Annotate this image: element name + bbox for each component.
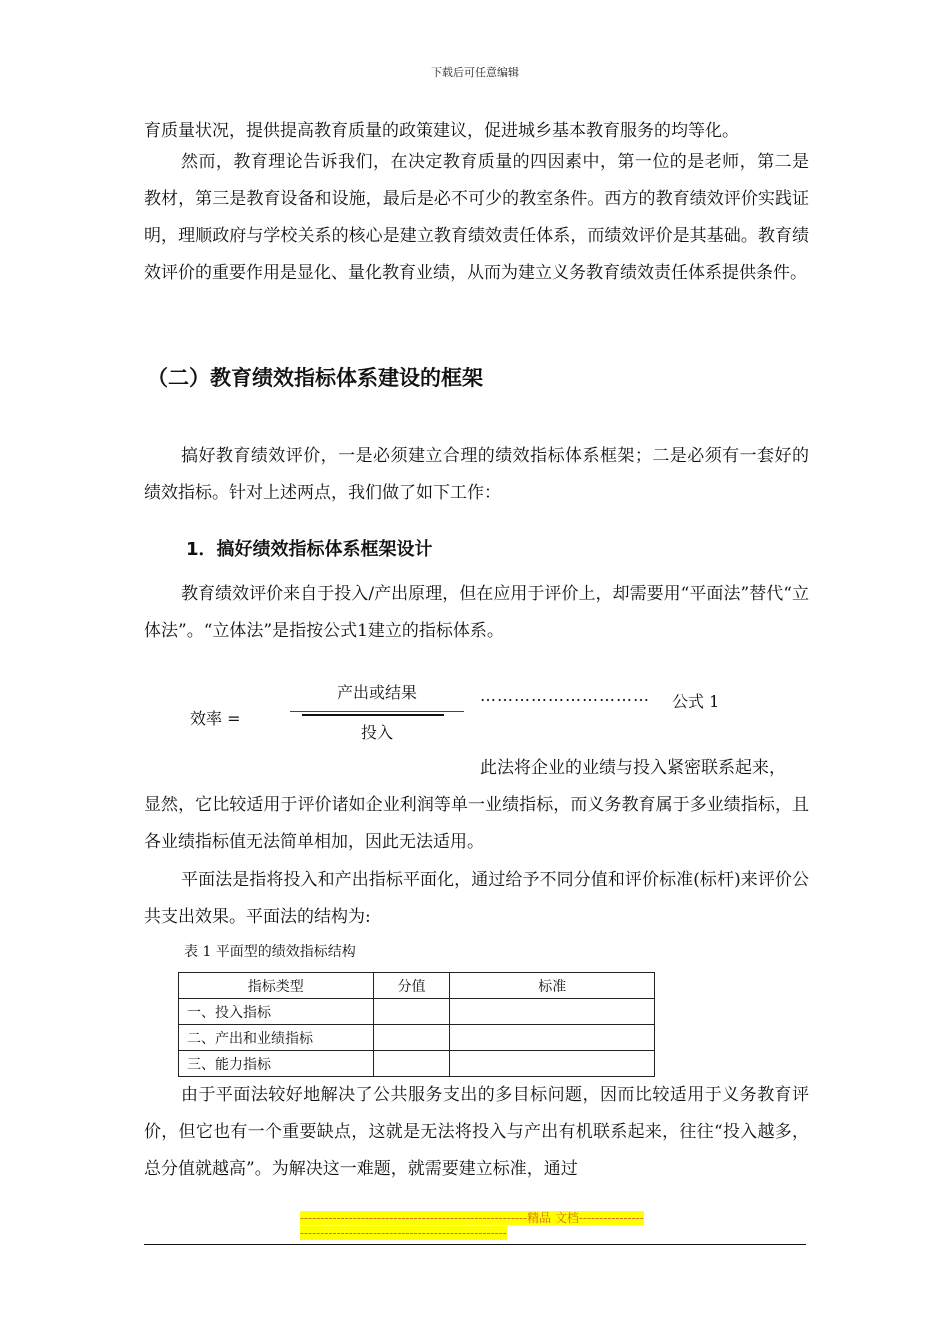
paragraph-three-dim-a: 此法将企业的业绩与投入紧密联系起来， xyxy=(480,758,786,778)
table-cell xyxy=(373,1051,450,1077)
formula-number: 公式 1 xyxy=(672,692,720,711)
fraction-bar xyxy=(290,711,464,712)
table-cell: 二、产出和业绩指标 xyxy=(179,1025,374,1051)
formula-denominator: 投入 xyxy=(360,723,393,742)
table-header-cell: 标准 xyxy=(450,973,655,999)
footer-watermark xyxy=(300,1211,646,1241)
table-header-cell: 分值 xyxy=(373,973,450,999)
formula-label: 效率 = xyxy=(190,709,241,728)
table-cell: 三、能力指标 xyxy=(179,1051,374,1077)
paragraph-plane-method: 平面法是指将投入和产出指标平面化，通过给予不同分值和评价标准(标杆)来评价公共支出效果。平面法的结构为: xyxy=(144,870,809,927)
table-cell xyxy=(373,999,450,1025)
table-cell xyxy=(373,1025,450,1051)
table-header-cell: 指标类型 xyxy=(179,973,374,999)
footer-text: --------------------------------------------------------精品 文档------------------------------------------------------------------- xyxy=(300,1211,644,1240)
page-header: 下载后可任意编辑 xyxy=(431,66,519,79)
table-cell xyxy=(450,1025,655,1051)
formula-dot-leader: ………………………… xyxy=(480,686,650,705)
table-cell xyxy=(450,1051,655,1077)
table-row xyxy=(179,1051,655,1077)
table-header-row xyxy=(179,973,655,999)
paragraph-continuation: 育质量状况，提供提高教育质量的政策建议，促进城乡基本教育服务的均等化。 xyxy=(144,121,739,141)
paragraph-plane-advantage: 由于平面法较好地解决了公共服务支出的多目标问题，因而比较适用于义务教育评价，但它也有一个重要缺点，这就是无法将投入与产出有机联系起来，往往“投入越多，总分值就越高”。为解决这一难题，就需要建立标准，通过 xyxy=(144,1085,809,1179)
fraction-bar-inner xyxy=(302,714,444,716)
table-row xyxy=(179,1025,655,1051)
paragraph-four-factors: 然而，教育理论告诉我们，在决定教育质量的四因素中，第一位的是老师，第二是教材，第三是教育设备和设施，最后是必不可少的教室条件。西方的教育绩效评价实践证明，理顺政府与学校关系的核心是建立教育绩效责任体系，而绩效评价是其基础。教育绩效评价的重要作用是显化、量化教育业绩，从而为建立义务教育绩效责任体系提供条件。 xyxy=(144,152,809,283)
indicator-table xyxy=(178,972,655,1077)
table-row xyxy=(179,999,655,1025)
footer-rule xyxy=(144,1244,806,1245)
paragraph-evaluation-intro: 搞好教育绩效评价，一是必须建立合理的绩效指标体系框架；二是必须有一套好的绩效指标。针对上述两点，我们做了如下工作： xyxy=(144,446,809,503)
table-cell xyxy=(450,999,655,1025)
paragraph-three-dim-b: 显然，它比较适用于评价诸如企业利润等单一业绩指标，而义务教育属于多业绩指标，且各业绩指标值无法简单相加，因此无法适用。 xyxy=(144,795,809,852)
formula-numerator: 产出或结果 xyxy=(336,683,417,702)
paragraph-input-output: 教育绩效评价来自于投入/产出原理，但在应用于评价上，却需要用“平面法”替代“立体法”。“立体法”是指按公式1建立的指标体系。 xyxy=(144,584,809,641)
table-cell: 一、投入指标 xyxy=(179,999,374,1025)
section-heading: （二）教育绩效指标体系建设的框架 xyxy=(147,366,483,390)
subsection-heading: 1．搞好绩效指标体系框架设计 xyxy=(186,539,433,560)
table-caption: 表 1 平面型的绩效指标结构 xyxy=(184,944,356,960)
